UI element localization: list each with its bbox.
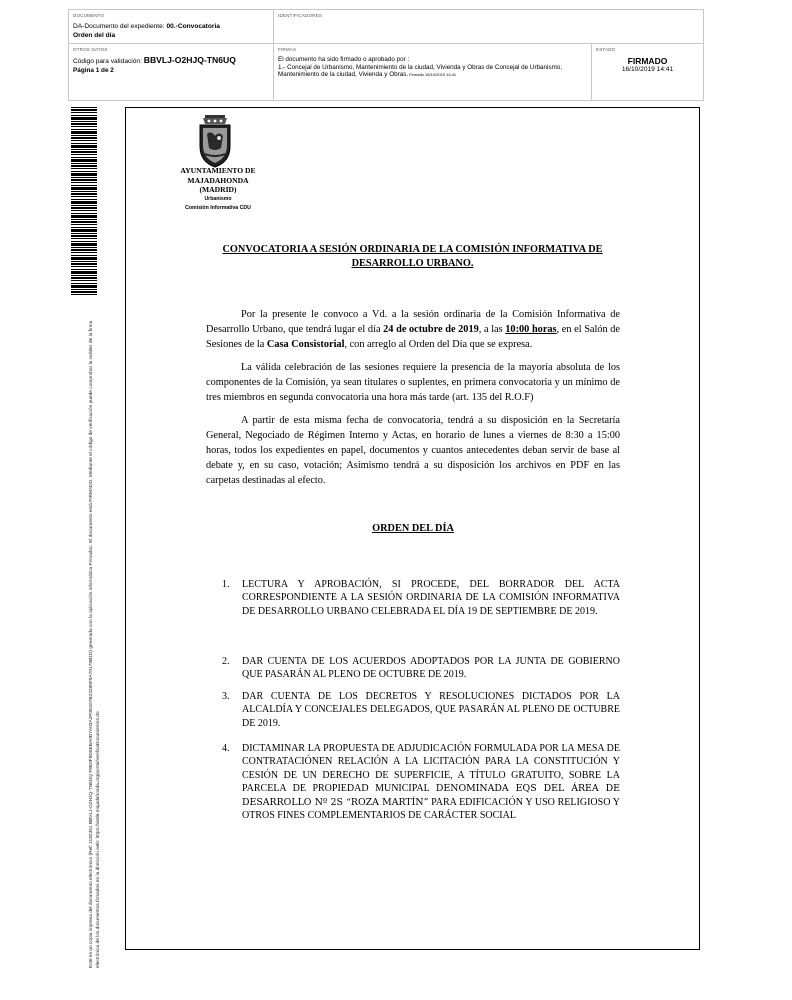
org-name-line-3: (MADRID) bbox=[199, 185, 237, 194]
estado-status: FIRMADO bbox=[627, 56, 668, 66]
verification-side-text: Este es un copia impresa del documento electrónico (Ref: 1182351 BBVLJ-O2HJQ-TN6UQ F8E0F9D5EBA0D7A03A2F081D7B23295F9A70179B1D) generada con la aplicación informática Firmadoc. El documento está FIRMADO. Mediante el código de verificación puede comprobar la validez de la firma electrónica de los documentos firmados en la dirección web: https://sede.majadahonda.org/portal/verificaDocumentos.do bbox=[89, 320, 101, 968]
agenda-item bbox=[222, 742, 620, 822]
orden-del-dia-title: ORDEN DEL DÍA bbox=[372, 523, 454, 534]
barcode-image bbox=[71, 107, 97, 295]
estado-date: 16/10/2019 14:41 bbox=[621, 66, 674, 73]
paragraph-disposicion: A partir de esta misma fecha de convocatoria, tendrá a su disposición en la Secretaría General, Negociado de Régimen Interno y Actas, en horario de lunes a viernes de 8:30 a 15:00 horas, todos los expedientes en papel, documentos y cuantos antecedentes deban servir de base al debate y, en su caso, votación; Asimismo tendrá a su disposición los archivos en PDF en las carpetas destinadas al efecto. bbox=[206, 415, 620, 486]
session-time: 10:00 horas bbox=[505, 324, 557, 335]
header-row-1 bbox=[69, 10, 703, 44]
p1-text-a: Por la presente le convoco a Vd. a la sesión ordinaria de la Comisión Informativa de Desarrollo Urbano, que tendrá lugar el día bbox=[206, 309, 620, 335]
estado-label: ESTADO bbox=[596, 47, 616, 52]
agenda-item-number: 2. bbox=[222, 656, 230, 667]
documento-type: 00.-Convocatoria bbox=[166, 23, 220, 30]
validation-code-line bbox=[73, 56, 269, 66]
documento-label: DOCUMENTO bbox=[73, 13, 105, 18]
agenda-item-parcel-name: DENOMINADA EQS DEL ÁREA DE DESARROLLO Nº 2S “ROZA MARTÍN” bbox=[242, 783, 621, 808]
agenda-item-text: DAR CUENTA DE LOS DECRETOS Y RESOLUCIONES DICTADOS POR LA ALCALDÍA Y CONCEJALES DELEGADOS, QUE PASARÁN AL PLENO DE OCTUBRE DE 2019. bbox=[242, 691, 620, 729]
org-commission: Comisión Informativa CDU bbox=[185, 204, 251, 211]
agenda-item bbox=[222, 578, 620, 618]
organization-block bbox=[160, 166, 276, 213]
agenda-item-number: 1. bbox=[222, 579, 230, 590]
org-department: Urbanismo bbox=[204, 195, 232, 202]
identificadores-label: IDENTIFICADORES bbox=[278, 13, 323, 18]
otros-datos-cell bbox=[69, 44, 274, 100]
agenda-item bbox=[222, 690, 620, 730]
org-name-line-2: MAJADAHONDA bbox=[187, 175, 249, 185]
org-name-line-1: AYUNTAMIENTO DE bbox=[180, 166, 256, 175]
validation-code: BBVLJ-O2HJQ-TN6UQ bbox=[143, 55, 236, 65]
paragraph-quorum: La válida celebración de las sesiones requiere la presencia de la mayoría absoluta de los componentes de la Comisión, ya sean titulares o suplentes, en primera convocatoria y un mínimo de tres miembros en segunda convocatoria una hora más tarde (art. 135 del R.O.F) bbox=[206, 362, 620, 403]
paragraph-convocatoria bbox=[206, 307, 620, 352]
agenda-item-text: DAR CUENTA DE LOS ACUERDOS ADOPTADOS POR LA JUNTA DE GOBIERNO QUE PASARÁN AL PLENO DE OCTUBRE DE 2019. bbox=[242, 656, 620, 681]
p1-text-d: , con arreglo al Orden del Día que se expresa. bbox=[344, 339, 533, 350]
p1-text-c: , en el Salón de Sesiones de la bbox=[206, 324, 621, 350]
firmas-signer: 1.- Concejal de Urbanismo, Mantenimiento de la ciudad, Vivienda y Obras de Concejal de Urbanismo, Mantenimiento de la ciudad, Vivienda y Obras. bbox=[278, 63, 563, 79]
firmas-line-1: El documento ha sido firmado o aprobado por : bbox=[278, 56, 410, 63]
session-date: 24 de octubre de 2019 bbox=[383, 324, 479, 335]
agenda-item-number: 4. bbox=[222, 743, 230, 754]
agenda-item-text-a: DICTAMINAR LA PROPUESTA DE ADJUDICACIÓN FORMULADA POR LA MESA DE CONTRATACIÓNEN RELACIÓN A LA LICITACIÓN PARA LA CONSTITUCIÓN Y CESIÓN DE UN DERECHO DE SUPERFICIE, A TÍTULO GRATUITO, SOBRE LA PARCELA DE PROPIEDAD MUNICIPAL bbox=[242, 743, 620, 795]
firmas-cell bbox=[274, 44, 592, 100]
estado-cell bbox=[592, 44, 703, 100]
session-place: Casa Consistorial bbox=[266, 339, 345, 350]
agenda-item-text: LECTURA Y APROBACIÓN, SI PROCEDE, DEL BORRADOR DEL ACTA CORRESPONDIENTE A LA SESIÓN ORDINARIA DE LA COMISIÓN INFORMATIVA DE DESARROLLO URBANO CELEBRADA EL DÍA 19 DE SEPTIEMBRE DE 2019. bbox=[242, 579, 620, 617]
firmas-timestamp: Firmado 16/10/2019 14:41 bbox=[408, 72, 457, 78]
documento-line-1 bbox=[73, 22, 269, 31]
p1-text-b: , a las bbox=[478, 324, 506, 335]
convocatoria-title: CONVOCATORIA A SESIÓN ORDINARIA DE LA COMISIÓN INFORMATIVA DE DESARROLLO URBANO. bbox=[222, 244, 603, 269]
validation-code-prefix: Código para validación: bbox=[73, 58, 144, 65]
documento-prefix: DA-Documento del expediente: bbox=[73, 23, 167, 30]
identificadores-cell bbox=[274, 10, 703, 43]
otros-datos-label: OTROS DATOS bbox=[73, 47, 108, 52]
header-row-2 bbox=[69, 44, 703, 100]
agenda-item-text bbox=[242, 742, 620, 822]
documento-line-2: Orden del día bbox=[73, 32, 116, 39]
agenda-item-number: 3. bbox=[222, 691, 230, 702]
document-header-table bbox=[68, 9, 704, 101]
agenda-item bbox=[222, 655, 620, 682]
firmas-line-2 bbox=[278, 64, 587, 79]
firmas-label: FIRMAS bbox=[278, 47, 297, 52]
page-indicator: Página 1 de 2 bbox=[73, 67, 114, 74]
documento-cell bbox=[69, 10, 274, 43]
coat-of-arms-icon bbox=[195, 114, 235, 168]
agenda-item-text-c: PARA EDIFICACIÓN Y USO RELIGIOSO Y OTROS FINES COMPLEMENTARIOS DE CARÁCTER SOCIAL bbox=[242, 796, 620, 822]
